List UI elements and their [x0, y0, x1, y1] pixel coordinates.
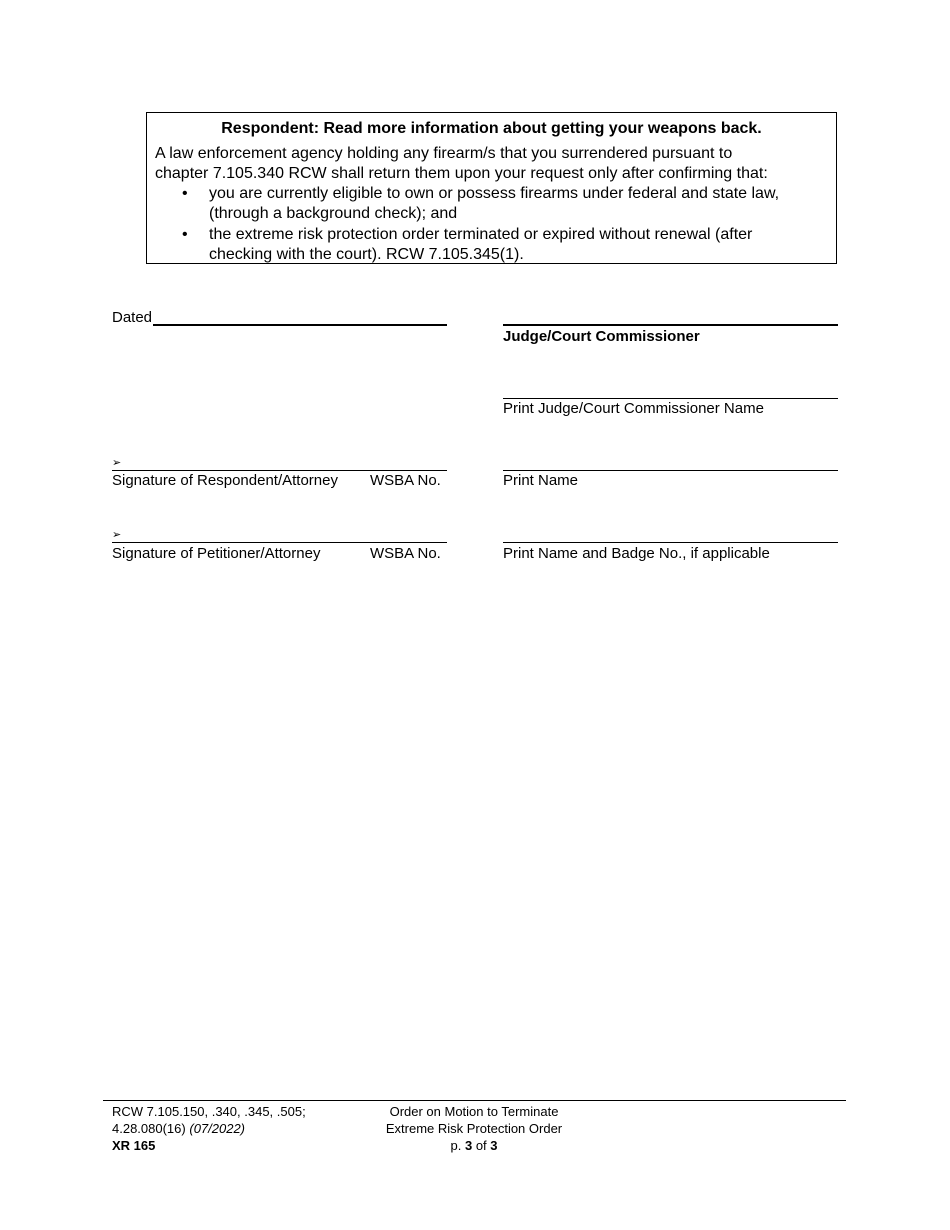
dated-label: Dated: [112, 309, 153, 326]
bullet-icon: •: [182, 185, 188, 202]
notice-title: Respondent: Read more information about getting your weapons back.: [221, 120, 762, 137]
respondent-signature-label: Signature of Respondent/Attorney: [112, 472, 338, 489]
footer-revision-date: (07/2022): [189, 1121, 246, 1136]
print-judge-name-line[interactable]: [503, 398, 838, 399]
notice-bullet-line-2: (through a background check); and: [209, 205, 458, 222]
footer-title-line-1: Order on Motion to Terminate: [389, 1104, 559, 1119]
page-total: 3: [490, 1138, 498, 1153]
petitioner-signature-line[interactable]: [112, 542, 447, 543]
petitioner-wsba-label: WSBA No.: [370, 545, 441, 562]
weapons-return-notice-box: [146, 112, 837, 264]
notice-intro-line-1: A law enforcement agency holding any firearm/s that you surrendered pursuant to: [155, 145, 733, 162]
petitioner-print-name-line[interactable]: [503, 542, 838, 543]
notice-bullet-line-1: you are currently eligible to own or possess firearms under federal and state law,: [209, 185, 780, 202]
notice-bullet: [147, 184, 837, 224]
notice-bullet-line-2: checking with the court). RCW 7.105.345(1).: [209, 246, 524, 263]
judge-label: Judge/Court Commissioner: [503, 328, 700, 345]
notice-bullet-line-1: the extreme risk protection order terminated or expired without renewal (after: [209, 226, 753, 243]
respondent-wsba-label: WSBA No.: [370, 472, 441, 489]
footer-page-number: [349, 1137, 599, 1154]
petitioner-signature-label: Signature of Petitioner/Attorney: [112, 545, 321, 562]
notice-intro-line-2: chapter 7.105.340 RCW shall return them upon your request only after confirming that:: [155, 165, 768, 182]
respondent-signature-line[interactable]: [112, 470, 447, 471]
notice-bullet-text: [209, 225, 829, 265]
footer-statutes: [112, 1103, 306, 1154]
footer-title-line-2: Extreme Risk Protection Order: [385, 1121, 563, 1136]
notice-bullet: [147, 225, 837, 265]
print-judge-label: Print Judge/Court Commissioner Name: [503, 400, 764, 417]
judge-signature-line[interactable]: [503, 324, 838, 326]
bullet-icon: •: [182, 226, 188, 243]
footer-rule: [103, 1100, 846, 1101]
notice-bullet-text: [209, 184, 829, 224]
respondent-print-name-line[interactable]: [503, 470, 838, 471]
page-of: of: [475, 1138, 487, 1153]
notice-intro: [155, 144, 831, 184]
footer-statute-ref: 4.28.080(16): [112, 1121, 186, 1136]
dated-line[interactable]: [153, 324, 447, 326]
respondent-print-name-label: Print Name: [503, 472, 579, 489]
page-prefix: p.: [450, 1138, 462, 1153]
footer-form-number: XR 165: [112, 1138, 156, 1153]
arrow-icon: ➢: [112, 529, 122, 541]
footer-statute-line-1: RCW 7.105.150, .340, .345, .505;: [112, 1104, 306, 1119]
arrow-icon: ➢: [112, 457, 122, 469]
petitioner-print-name-label: Print Name and Badge No., if applicable: [503, 545, 770, 562]
footer-form-title: [349, 1103, 599, 1154]
page-current: 3: [464, 1138, 473, 1153]
footer-statute-line-2: [112, 1120, 306, 1137]
